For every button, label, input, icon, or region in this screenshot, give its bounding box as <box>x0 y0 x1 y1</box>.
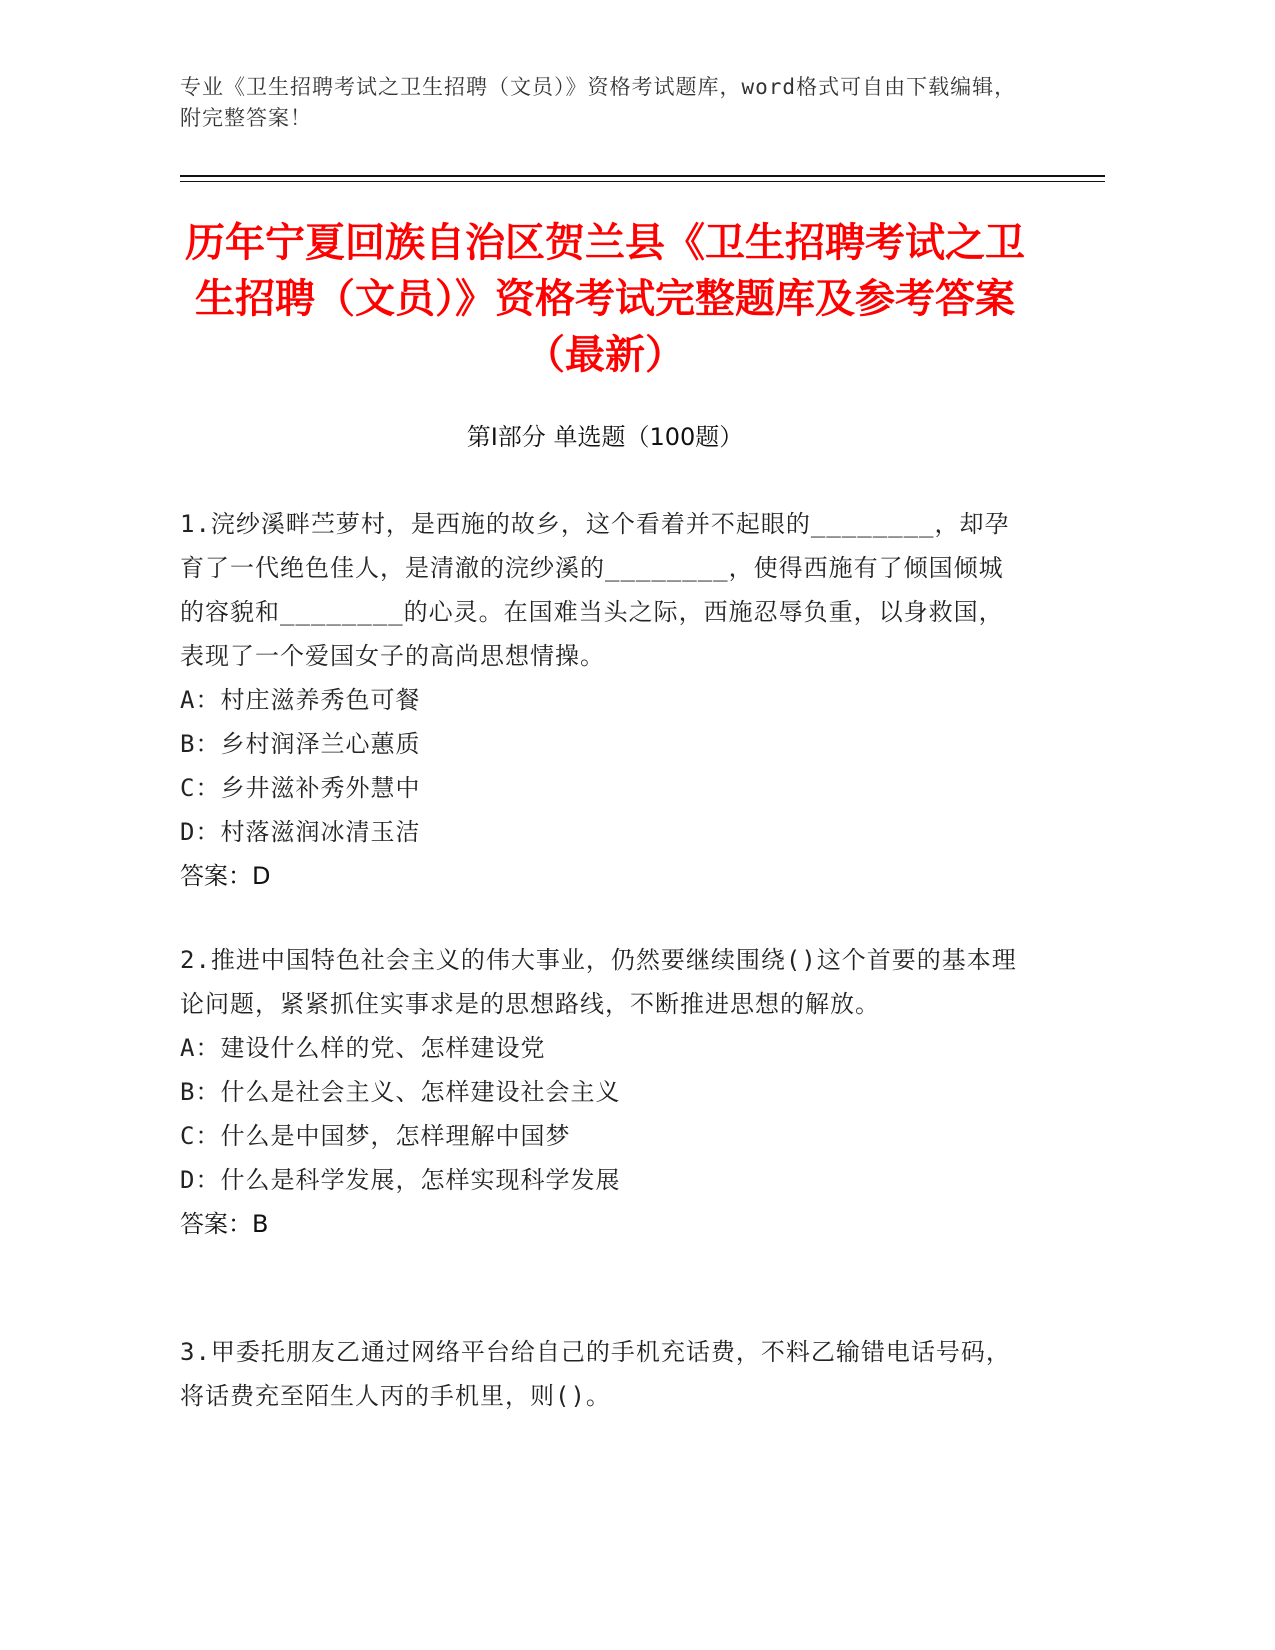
question-2 <box>180 938 1020 1246</box>
answer-line: 答案：D <box>180 862 271 890</box>
option-b: B：什么是社会主义、怎样建设社会主义 <box>180 1078 621 1106</box>
header-divider-thick <box>180 175 1105 177</box>
header-note: 专业《卫生招聘考试之卫生招聘（文员）》资格考试题库，word格式可自由下载编辑，附完整答案！ <box>180 75 1017 130</box>
section-heading: 第Ⅰ部分 单选题（100题） <box>466 423 744 451</box>
question-stem: 3.甲委托朋友乙通过网络平台给自己的手机充话费，不料乙输错电话号码，将话费充至陌生人丙的手机里，则()。 <box>180 1338 1011 1410</box>
option-c: C：什么是中国梦，怎样理解中国梦 <box>180 1122 571 1150</box>
option-b: B：乡村润泽兰心蕙质 <box>180 730 421 758</box>
option-d: D：什么是科学发展，怎样实现科学发展 <box>180 1166 621 1194</box>
document-title: 历年宁夏回族自治区贺兰县《卫生招聘考试之卫生招聘（文员）》资格考试完整题库及参考答案（最新） <box>185 220 1025 378</box>
option-a: A：村庄滋养秀色可餐 <box>180 686 421 714</box>
answer-line: 答案：B <box>180 1210 269 1238</box>
question-3 <box>180 1330 1020 1418</box>
option-c: C：乡井滋补秀外慧中 <box>180 774 421 802</box>
question-stem: 1.浣纱溪畔苎萝村，是西施的故乡，这个看着并不起眼的________，却孕育了一代绝色佳人，是清澈的浣纱溪的________，使得西施有了倾国倾城的容貌和________的心灵。在国难当头之际，西施忍辱负重，以身救国，表现了一个爱国女子的高尚思想情操。 <box>180 510 1010 670</box>
option-a: A：建设什么样的党、怎样建设党 <box>180 1034 546 1062</box>
header-divider-thin <box>180 181 1105 182</box>
question-1 <box>180 502 1020 898</box>
option-d: D：村落滋润冰清玉洁 <box>180 818 421 846</box>
question-stem: 2.推进中国特色社会主义的伟大事业，仍然要继续围绕()这个首要的基本理论问题，紧紧抓住实事求是的思想路线，不断推进思想的解放。 <box>180 946 1017 1018</box>
